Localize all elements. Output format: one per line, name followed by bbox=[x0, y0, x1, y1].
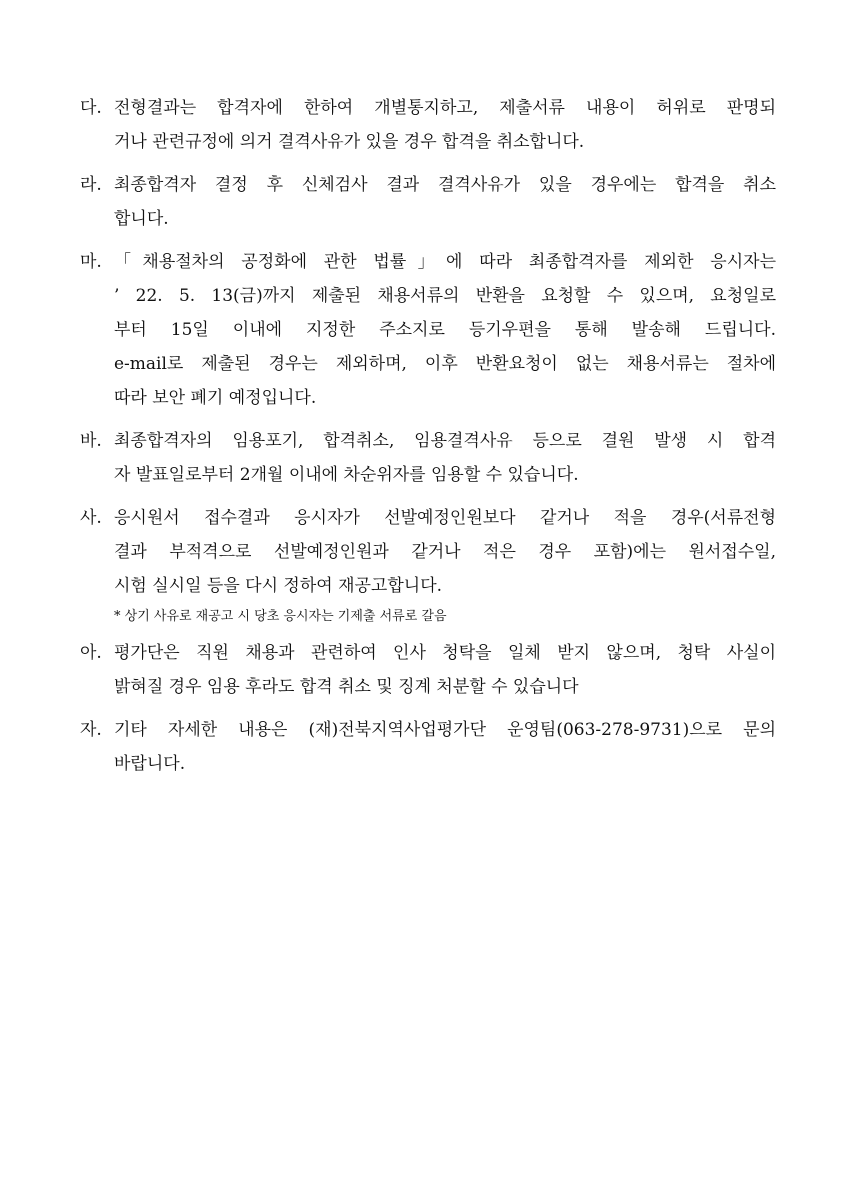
notice-item-ma bbox=[80, 245, 776, 415]
item-text-line: 전형결과는 합격자에 한하여 개별통지하고, 제출서류 내용이 허위로 판명되 bbox=[114, 98, 776, 118]
item-text-line: 평가단은 직원 채용과 관련하여 인사 청탁을 일체 받지 않으며, 청탁 사실이 bbox=[114, 643, 776, 663]
item-text-line: e-mail로 제출된 경우는 제외하며, 이후 반환요청이 없는 채용서류는 절차에 bbox=[114, 354, 776, 374]
item-text-line: 최종합격자의 임용포기, 합격취소, 임용결격사유 등으로 결원 발생 시 합격 bbox=[114, 431, 776, 451]
reannouncement-note: * 상기 사유로 재공고 시 당초 응시자는 기제출 서류로 갈음 bbox=[114, 609, 447, 624]
item-text-line: 기타 자세한 내용은 (재)전북지역사업평가단 운영팀(063-278-9731)으로 문의 bbox=[114, 720, 776, 740]
notice-item-ja bbox=[80, 713, 776, 781]
item-text-line: ’ 22. 5. 13(금)까지 제출된 채용서류의 반환을 요청할 수 있으며, 요청일로 bbox=[114, 286, 776, 306]
item-marker: 아. bbox=[80, 643, 102, 663]
item-marker: 사. bbox=[80, 508, 102, 528]
item-text-line: 따라 보안 폐기 예정입니다. bbox=[114, 388, 317, 408]
item-marker: 마. bbox=[80, 252, 102, 272]
item-marker: 다. bbox=[80, 98, 102, 118]
item-marker: 바. bbox=[80, 431, 102, 451]
notice-item-da bbox=[80, 91, 776, 159]
item-text-line: 바랍니다. bbox=[114, 754, 186, 774]
notice-list bbox=[80, 91, 776, 790]
notice-item-sa bbox=[80, 501, 776, 603]
item-text-line: 자 발표일로부터 2개월 이내에 차순위자를 임용할 수 있습니다. bbox=[114, 465, 579, 485]
item-text-line: 부터 15일 이내에 지정한 주소지로 등기우편을 통해 발송해 드립니다. bbox=[114, 320, 776, 340]
notice-item-ra bbox=[80, 168, 776, 236]
item-text-line: 결과 부적격으로 선발예정인원과 같거나 적은 경우 포함)에는 원서접수일, bbox=[114, 542, 776, 562]
item-text-line: 밝혀질 경우 임용 후라도 합격 취소 및 징계 처분할 수 있습니다 bbox=[114, 677, 579, 697]
item-text-line: 「채용절차의 공정화에 관한 법률」에 따라 최종합격자를 제외한 응시자는 bbox=[114, 252, 776, 272]
item-text-line: 응시원서 접수결과 응시자가 선발예정인원보다 같거나 적을 경우(서류전형 bbox=[114, 508, 776, 528]
notice-item-ba bbox=[80, 424, 776, 492]
item-marker: 라. bbox=[80, 175, 102, 195]
item-text-line: 합니다. bbox=[114, 209, 169, 229]
notice-item-a bbox=[80, 636, 776, 704]
item-text-line: 거나 관련규정에 의거 결격사유가 있을 경우 합격을 취소합니다. bbox=[114, 132, 585, 152]
item-marker: 자. bbox=[80, 720, 102, 740]
item-text-line: 최종합격자 결정 후 신체검사 결과 결격사유가 있을 경우에는 합격을 취소 bbox=[114, 175, 776, 195]
item-text-line: 시험 실시일 등을 다시 정하여 재공고합니다. bbox=[114, 576, 443, 596]
